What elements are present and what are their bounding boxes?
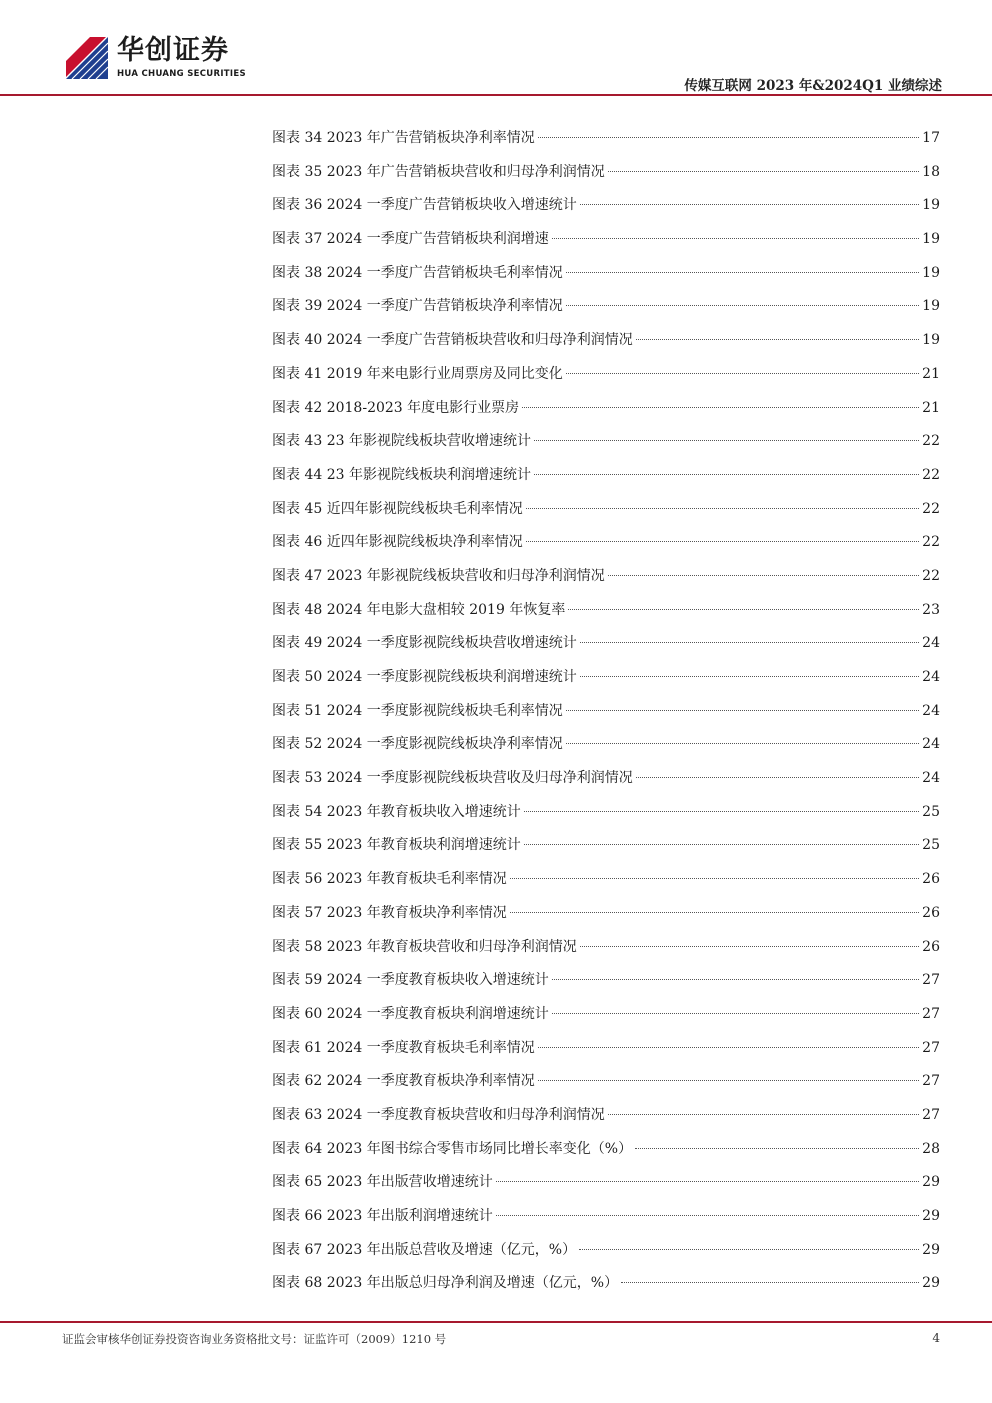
header-divider bbox=[0, 94, 992, 96]
toc-entry-label: 图表 47 2023 年影视院线板块营收和归母净利润情况 bbox=[272, 567, 605, 584]
toc-entry-page: 24 bbox=[922, 702, 940, 719]
toc-leader-dots bbox=[568, 608, 919, 610]
toc-entry-page: 24 bbox=[922, 635, 940, 652]
toc-leader-dots bbox=[496, 1214, 919, 1216]
toc-entry-label: 图表 58 2023 年教育板块营收和归母净利润情况 bbox=[272, 938, 577, 955]
toc-entry-page: 25 bbox=[922, 803, 940, 820]
toc-entry-page: 21 bbox=[922, 399, 940, 416]
toc-entry[interactable] bbox=[272, 560, 940, 594]
toc-leader-dots bbox=[580, 675, 919, 677]
toc-entry-page: 19 bbox=[922, 197, 940, 214]
toc-leader-dots bbox=[522, 406, 919, 408]
toc-leader-dots bbox=[524, 810, 919, 812]
toc-entry-page: 23 bbox=[922, 601, 940, 618]
toc-entry-page: 25 bbox=[922, 837, 940, 854]
toc-entry-page: 17 bbox=[922, 130, 940, 146]
toc-leader-dots bbox=[524, 843, 919, 845]
toc-leader-dots bbox=[608, 1113, 919, 1115]
page-number: 4 bbox=[932, 1331, 940, 1345]
toc-entry-label: 图表 48 2024 年电影大盘相较 2019 年恢复率 bbox=[272, 601, 566, 618]
toc-leader-dots bbox=[538, 136, 919, 138]
toc-entry[interactable] bbox=[272, 1032, 940, 1066]
toc-entry[interactable] bbox=[272, 1166, 940, 1200]
toc-entry[interactable] bbox=[272, 189, 940, 223]
brand-name-cn: 华创证券 bbox=[117, 35, 229, 66]
toc-entry-page: 24 bbox=[922, 669, 940, 685]
toc-entry[interactable] bbox=[272, 796, 940, 830]
toc-entry-label: 图表 35 2023 年广告营销板块营收和归母净利润情况 bbox=[272, 163, 605, 180]
toc-leader-dots bbox=[534, 473, 919, 475]
toc-entry-label: 图表 66 2023 年出版利润增速统计 bbox=[272, 1208, 493, 1224]
toc-entry-label: 图表 51 2024 一季度影视院线板块毛利率情况 bbox=[272, 702, 563, 719]
toc-entry-label: 图表 43 23 年影视院线板块营收增速统计 bbox=[272, 433, 531, 450]
toc-leader-dots bbox=[636, 776, 919, 778]
toc-entry-label: 图表 46 近四年影视院线板块净利率情况 bbox=[272, 534, 523, 551]
toc-leader-dots bbox=[608, 170, 919, 172]
toc-entry-label: 图表 41 2019 年来电影行业周票房及同比变化 bbox=[272, 365, 563, 382]
toc-entry-page: 19 bbox=[922, 298, 940, 315]
toc-entry[interactable] bbox=[272, 1099, 940, 1133]
toc-entry-page: 19 bbox=[922, 264, 940, 281]
toc-entry-label: 图表 38 2024 一季度广告营销板块毛利率情况 bbox=[272, 264, 563, 281]
toc-leader-dots bbox=[621, 1281, 919, 1283]
toc-entry-label: 图表 45 近四年影视院线板块毛利率情况 bbox=[272, 500, 523, 517]
toc-entry-label: 图表 57 2023 年教育板块净利率情况 bbox=[272, 904, 507, 921]
toc-entry-page: 29 bbox=[922, 1208, 940, 1224]
toc-entry-page: 24 bbox=[922, 770, 940, 787]
toc-leader-dots bbox=[552, 978, 919, 980]
toc-leader-dots bbox=[496, 1180, 919, 1182]
toc-entry-page: 26 bbox=[922, 938, 940, 955]
toc-leader-dots bbox=[566, 709, 919, 711]
toc-leader-dots bbox=[538, 1046, 919, 1048]
toc-entry-label: 图表 49 2024 一季度影视院线板块营收增速统计 bbox=[272, 635, 577, 652]
toc-entry[interactable] bbox=[272, 1200, 940, 1234]
toc-entry-label: 图表 62 2024 一季度教育板块净利率情况 bbox=[272, 1073, 535, 1090]
toc-leader-dots bbox=[566, 304, 919, 306]
toc-entry-label: 图表 64 2023 年图书综合零售市场同比增长率变化（%） bbox=[272, 1140, 633, 1157]
toc-leader-dots bbox=[534, 439, 919, 441]
toc-entry-page: 27 bbox=[922, 972, 940, 989]
toc-entry[interactable] bbox=[272, 425, 940, 459]
toc-entry-label: 图表 59 2024 一季度教育板块收入增速统计 bbox=[272, 972, 549, 989]
toc-entry[interactable] bbox=[272, 627, 940, 661]
toc-entry[interactable] bbox=[272, 1065, 940, 1099]
toc-entry[interactable] bbox=[272, 762, 940, 796]
toc-entry-label: 图表 54 2023 年教育板块收入增速统计 bbox=[272, 803, 521, 820]
toc-entry-label: 图表 34 2023 年广告营销板块净利率情况 bbox=[272, 130, 535, 146]
toc-entry[interactable] bbox=[272, 223, 940, 257]
figure-list bbox=[272, 122, 940, 1301]
toc-leader-dots bbox=[636, 338, 919, 340]
footer-disclaimer: 证监会审核华创证券投资咨询业务资格批文号：证监许可（2009）1210 号 bbox=[62, 1332, 447, 1346]
toc-entry[interactable] bbox=[272, 931, 940, 965]
toc-entry-page: 27 bbox=[922, 1005, 940, 1022]
toc-entry[interactable] bbox=[272, 863, 940, 897]
toc-leader-dots bbox=[510, 877, 919, 879]
toc-leader-dots bbox=[526, 507, 919, 509]
toc-entry-page: 22 bbox=[922, 433, 940, 450]
toc-entry[interactable] bbox=[272, 493, 940, 527]
toc-entry-label: 图表 61 2024 一季度教育板块毛利率情况 bbox=[272, 1039, 535, 1056]
toc-entry[interactable] bbox=[272, 728, 940, 762]
toc-entry[interactable] bbox=[272, 661, 940, 695]
toc-entry-page: 27 bbox=[922, 1106, 940, 1123]
footer-divider bbox=[0, 1321, 992, 1323]
toc-entry-label: 图表 67 2023 年出版总营收及增速（亿元，%） bbox=[272, 1241, 577, 1258]
toc-entry[interactable] bbox=[272, 257, 940, 291]
toc-entry-page: 27 bbox=[922, 1073, 940, 1090]
toc-leader-dots bbox=[566, 742, 919, 744]
toc-entry[interactable] bbox=[272, 122, 940, 156]
toc-entry[interactable] bbox=[272, 1267, 940, 1301]
toc-entry-label: 图表 39 2024 一季度广告营销板块净利率情况 bbox=[272, 298, 563, 315]
toc-entry-page: 21 bbox=[922, 365, 940, 382]
toc-entry-page: 24 bbox=[922, 736, 940, 753]
toc-entry[interactable] bbox=[272, 358, 940, 392]
toc-entry-page: 29 bbox=[922, 1174, 940, 1191]
toc-leader-dots bbox=[579, 1248, 919, 1250]
toc-entry-page: 29 bbox=[922, 1275, 940, 1292]
toc-leader-dots bbox=[552, 1012, 919, 1014]
toc-entry-page: 18 bbox=[922, 163, 940, 180]
toc-entry-page: 22 bbox=[922, 500, 940, 517]
toc-entry[interactable] bbox=[272, 392, 940, 426]
toc-entry[interactable] bbox=[272, 998, 940, 1032]
toc-entry-page: 22 bbox=[922, 466, 940, 483]
toc-entry[interactable] bbox=[272, 526, 940, 560]
toc-leader-dots bbox=[608, 574, 919, 576]
toc-entry-page: 27 bbox=[922, 1039, 940, 1056]
toc-entry-label: 图表 44 23 年影视院线板块利润增速统计 bbox=[272, 466, 531, 483]
toc-entry-label: 图表 63 2024 一季度教育板块营收和归母净利润情况 bbox=[272, 1106, 605, 1123]
toc-entry[interactable] bbox=[272, 1234, 940, 1268]
toc-entry-label: 图表 68 2023 年出版总归母净利润及增速（亿元，%） bbox=[272, 1275, 619, 1292]
toc-entry-page: 19 bbox=[922, 231, 940, 248]
toc-leader-dots bbox=[580, 945, 919, 947]
toc-entry-page: 28 bbox=[922, 1140, 940, 1157]
toc-leader-dots bbox=[566, 372, 919, 374]
toc-leader-dots bbox=[635, 1147, 919, 1149]
toc-leader-dots bbox=[580, 203, 919, 205]
toc-entry-page: 19 bbox=[922, 332, 940, 349]
toc-entry[interactable] bbox=[272, 459, 940, 493]
toc-entry-label: 图表 37 2024 一季度广告营销板块利润增速 bbox=[272, 231, 549, 248]
toc-entry-page: 26 bbox=[922, 904, 940, 921]
toc-entry-page: 29 bbox=[922, 1241, 940, 1258]
toc-entry[interactable] bbox=[272, 324, 940, 358]
toc-entry-page: 22 bbox=[922, 567, 940, 584]
toc-leader-dots bbox=[552, 237, 919, 239]
toc-entry[interactable] bbox=[272, 594, 940, 628]
toc-entry-label: 图表 40 2024 一季度广告营销板块营收和归母净利润情况 bbox=[272, 332, 633, 349]
brand-name-en: HUA CHUANG SECURITIES bbox=[117, 69, 246, 79]
toc-entry-label: 图表 65 2023 年出版营收增速统计 bbox=[272, 1174, 493, 1191]
toc-entry-label: 图表 50 2024 一季度影视院线板块利润增速统计 bbox=[272, 669, 577, 685]
toc-entry-label: 图表 42 2018-2023 年度电影行业票房 bbox=[272, 399, 520, 416]
toc-entry-label: 图表 55 2023 年教育板块利润增速统计 bbox=[272, 837, 521, 854]
page-header bbox=[0, 0, 992, 100]
toc-entry-label: 图表 53 2024 一季度影视院线板块营收及归母净利润情况 bbox=[272, 770, 633, 787]
toc-entry-page: 26 bbox=[922, 871, 940, 888]
toc-entry-label: 图表 36 2024 一季度广告营销板块收入增速统计 bbox=[272, 197, 577, 214]
toc-entry[interactable] bbox=[272, 290, 940, 324]
toc-entry[interactable] bbox=[272, 897, 940, 931]
toc-leader-dots bbox=[510, 911, 919, 913]
toc-entry-page: 22 bbox=[922, 534, 940, 551]
toc-entry[interactable] bbox=[272, 695, 940, 729]
toc-leader-dots bbox=[566, 271, 919, 273]
toc-entry[interactable] bbox=[272, 1133, 940, 1167]
toc-entry-label: 图表 52 2024 一季度影视院线板块净利率情况 bbox=[272, 736, 563, 753]
report-title: 传媒互联网 2023 年&2024Q1 业绩综述 bbox=[684, 78, 942, 94]
toc-entry[interactable] bbox=[272, 964, 940, 998]
toc-leader-dots bbox=[526, 540, 919, 542]
toc-leader-dots bbox=[538, 1079, 919, 1081]
toc-entry[interactable] bbox=[272, 156, 940, 190]
toc-entry[interactable] bbox=[272, 829, 940, 863]
huachuang-logo-icon bbox=[62, 33, 112, 83]
toc-entry-label: 图表 56 2023 年教育板块毛利率情况 bbox=[272, 871, 507, 888]
toc-entry-label: 图表 60 2024 一季度教育板块利润增速统计 bbox=[272, 1005, 549, 1022]
toc-leader-dots bbox=[580, 641, 919, 643]
